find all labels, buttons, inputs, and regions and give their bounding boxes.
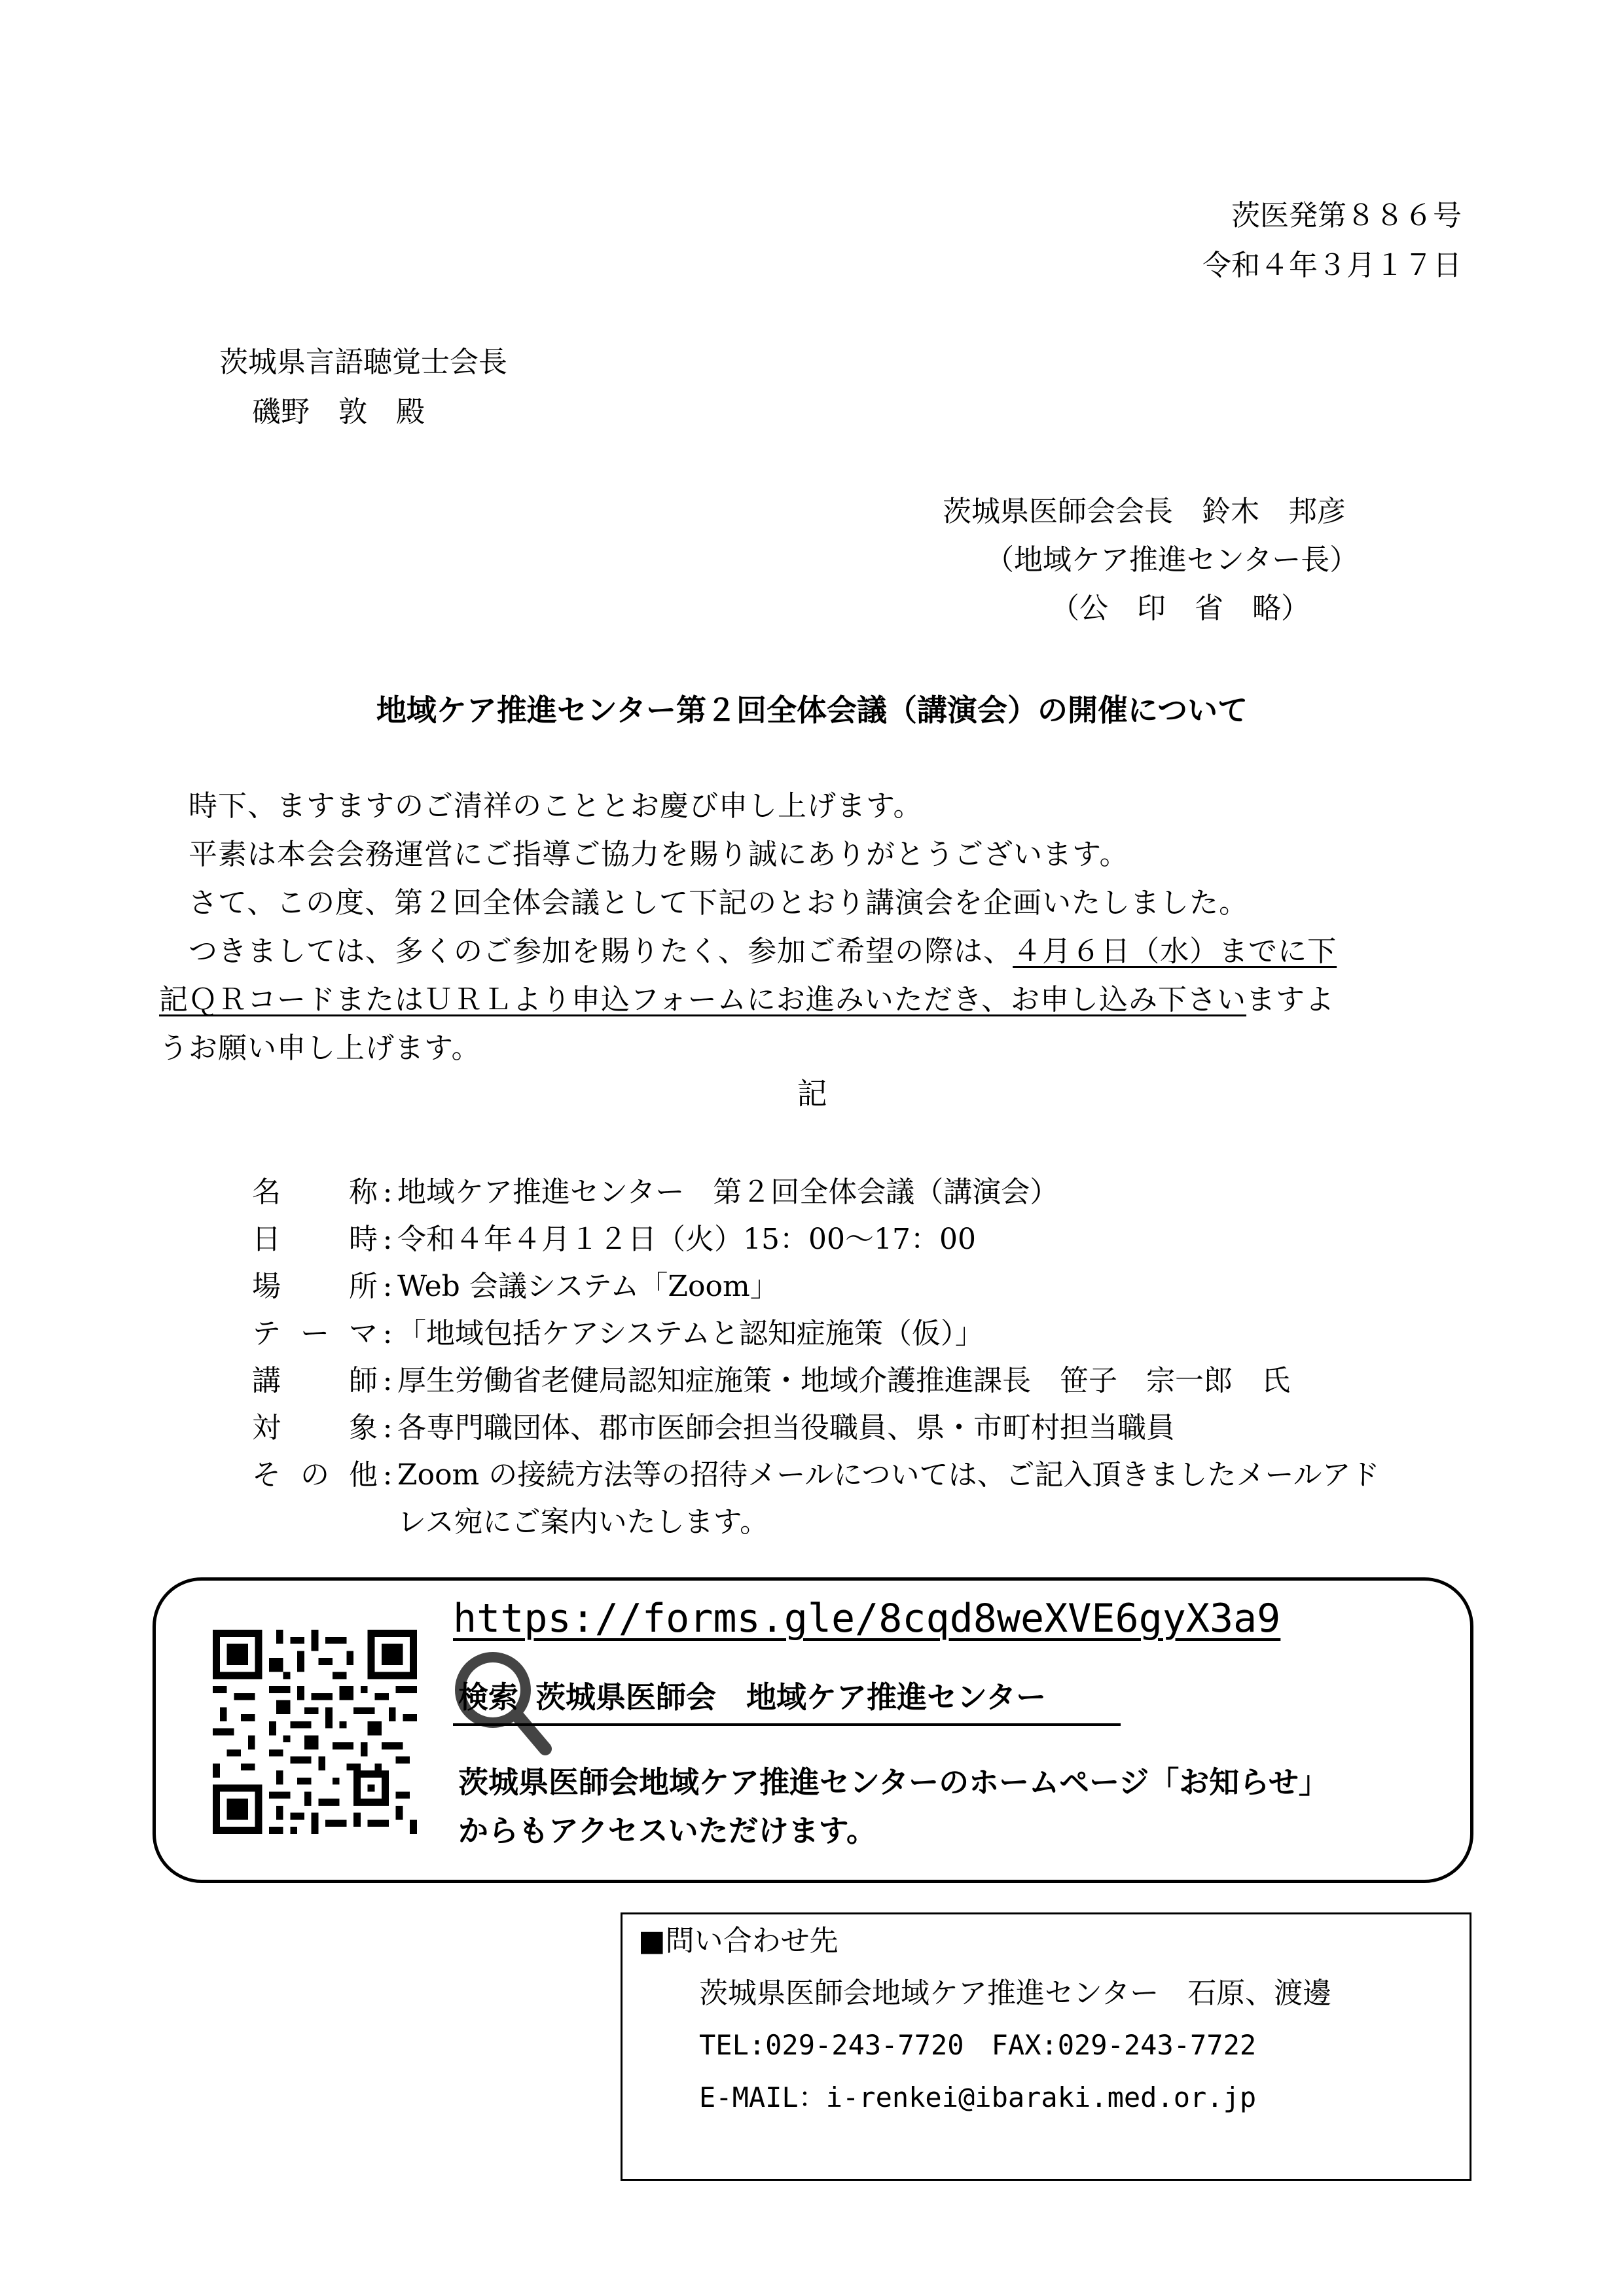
detail-label: 対 象 [252,1411,378,1444]
application-instruction-underlined: 記ＱＲコードまたはＵＲＬより申込フォームにお進みいただき、お申し込み下さい [159,983,1247,1016]
document-title: 地域ケア推進センター第２回全体会議（講演会）の開催について [376,692,1248,728]
contact-heading: ■問い合わせ先 [638,1924,839,1958]
detail-row-target: 対 象 : 各専門職団体、郡市医師会担当役職員、県・市町村担当職員 [252,1411,1175,1444]
detail-value: Web 会議システム「Zoom」 [397,1270,779,1303]
detail-row-theme: テーマ : 「地域包括ケアシステムと認知症施策（仮）」 [252,1317,984,1350]
ki-heading: 記 [797,1076,827,1111]
contact-phone-fax: TEL:029-243-7720 FAX:029-243-7722 [699,2029,1257,2061]
contact-organization: 茨城県医師会地域ケア推進センター 石原、渡邊 [699,1977,1332,2010]
detail-value: 「地域包括ケアシステムと認知症施策（仮）」 [397,1317,984,1350]
sender-seal-omitted: （公 印 省 略） [1051,592,1310,625]
detail-row-place: 場 所 : Web 会議システム「Zoom」 [252,1270,779,1303]
contact-email[interactable]: E-MAIL：i-renkei@ibaraki.med.or.jp [699,2081,1257,2113]
sender-line2: （地域ケア推進センター長） [985,543,1359,577]
body-paragraph-2: 平素は本会会務運営にご指導ご協力を賜り誠にありがとうございます。 [189,838,1129,871]
detail-row-other: その他 : Zoom の接続方法等の招待メールについては、ご記入頂きましたメールアド [252,1458,1380,1492]
detail-value: 各専門職団体、郡市医師会担当役職員、県・市町村担当職員 [397,1411,1175,1444]
detail-value: 令和４年４月１２日（火）15：00～17：00 [397,1223,976,1256]
detail-label: 場 所 [252,1270,378,1303]
detail-value: 地域ケア推進センター 第２回全体会議（講演会） [397,1175,1059,1209]
search-term: 茨城県医師会 地域ケア推進センター [535,1679,1047,1715]
body-paragraph-4 [189,937,1337,966]
homepage-note-line2: からもアクセスいただけます。 [458,1813,876,1848]
detail-value: 厚生労働省老健局認知症施策・地域介護推進課長 笹子 宗一郎 氏 [397,1364,1290,1397]
body-paragraph-5-text: ますよ [1246,983,1335,1016]
sender-line1: 茨城県医師会会長 鈴木 邦彦 [943,495,1346,528]
search-label: 検索 [458,1679,518,1715]
detail-label: 講 師 [252,1364,378,1397]
deadline-underlined: ４月６日（水）までに下 [1013,935,1337,968]
detail-row-lecturer: 講 師 : 厚生労働省老健局認知症施策・地域介護推進課長 笹子 宗一郎 氏 [252,1364,1290,1397]
detail-label: その他 [252,1458,378,1492]
detail-row-name: 名 称 : 地域ケア推進センター 第２回全体会議（講演会） [252,1175,1059,1209]
application-form-url[interactable]: https://forms.gle/8cqd8weXVE6gyX3a9 [453,1596,1281,1641]
homepage-note-line1: 茨城県医師会地域ケア推進センターのホームページ「お知らせ」 [458,1765,1329,1800]
recipient-name: 磯野 敦 殿 [252,395,425,429]
detail-row-datetime: 日 時 : 令和４年４月１２日（火）15：00～17：00 [252,1223,976,1256]
detail-label: テーマ [252,1317,378,1350]
document-number: 茨医発第８８６号 [1231,199,1462,232]
body-paragraph-3: さて、この度、第２回全体会議として下記のとおり講演会を企画いたしました。 [189,886,1249,920]
detail-value: Zoom の接続方法等の招待メールについては、ご記入頂きましたメールアド [397,1458,1380,1492]
document-date: 令和４年３月１７日 [1202,249,1462,282]
body-paragraph-1: 時下、ますますのご清祥のこととお慶び申し上げます。 [189,789,923,823]
body-paragraph-6: うお願い申し上げます。 [159,1031,481,1065]
recipient-org: 茨城県言語聴覚士会長 [219,346,507,379]
detail-row-other-continuation: レス宛にご案内いたします。 [397,1505,769,1539]
body-paragraph-5 [159,983,1335,1016]
detail-label: 日 時 [252,1223,378,1256]
body-paragraph-4-text: つきましては、多くのご参加を賜りたく、参加ご希望の際は、 [189,935,1013,968]
qr-code-icon[interactable] [213,1630,417,1834]
detail-label: 名 称 [252,1175,378,1209]
